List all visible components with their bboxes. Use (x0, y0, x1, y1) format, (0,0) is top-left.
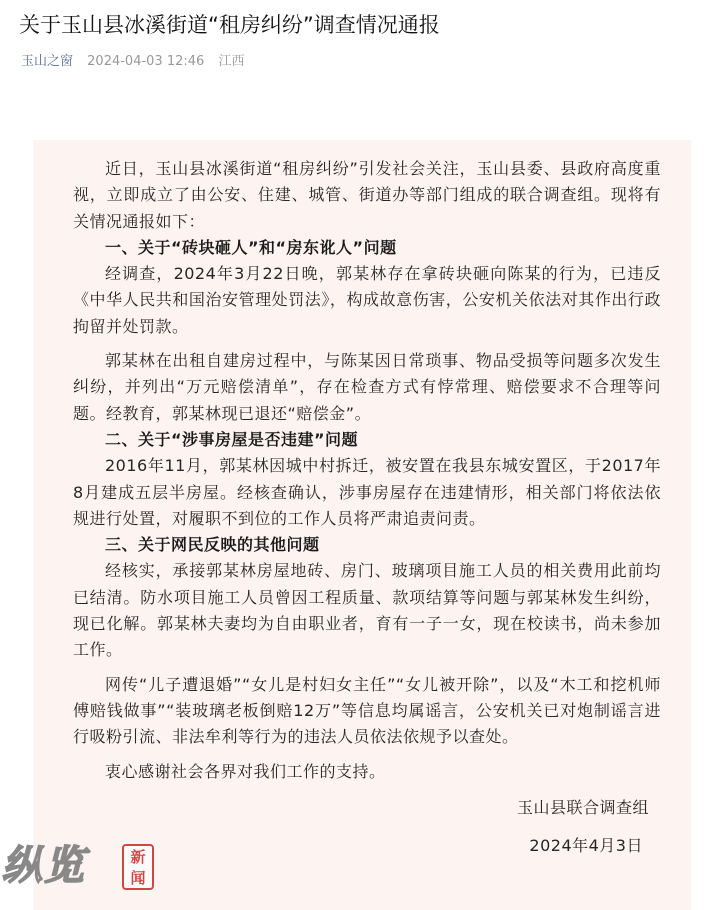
notice-intro: 近日，玉山县冰溪街道“租房纠纷”引发社会关注，玉山县委、县政府高度重视，立即成立了由公安、住建、城管、街道办等部门组成的联合调查组。现将有关情况通报如下： (73, 159, 661, 231)
section-1-paragraph-1: 经调查，2024年3月22日晚，郭某林存在拿砖块砸向陈某的行为，已违反《中华人民共和国治安管理处罚法》，构成故意伤害，公安机关依法对其作出行政拘留并处罚款。 (73, 264, 661, 336)
notice-image (33, 140, 691, 910)
source-link[interactable]: 玉山之窗 (21, 54, 74, 69)
watermark-text: 纵览 (2, 843, 86, 889)
article-title: 关于玉山县冰溪街道“租房纠纷”调查情况通报 (19, 13, 440, 37)
publish-date: 2024-04-03 12:46 (87, 54, 205, 69)
notice-sign-date: 2024年4月3日 (529, 836, 643, 856)
publish-region: 江西 (218, 54, 245, 69)
section-3-paragraph-1: 经核实，承接郭某林房屋地砖、房门、玻璃项目施工人员的相关费用此前均已结清。防水项目施工人员曾因工程质量、款项结算等问题与郭某林发生纠纷，现已化解。郭某林夫妻均为自由职业者，育有一子一女，现在校读书，尚未参加工作。 (73, 561, 661, 660)
section-1-paragraph-2: 郭某林在出租自建房过程中，与陈某因日常琐事、物品受损等问题多次发生纠纷，并列出“万元赔偿清单”，存在检查方式有悖常理、赔偿要求不合理等问题。经教育，郭某林现已退还“赔偿金”。 (73, 351, 661, 423)
section-3-paragraph-2: 网传“儿子遭退婚”“女儿是村妇女主任”“女儿被开除”，以及“木工和挖机师傅赔钱做事”“装玻璃老板倒赔12万”等信息均属谣言，公安机关已对炮制谣言进行吸粉引流、非法牟利等行为的违法人员依法依规予以查处。 (73, 674, 661, 747)
watermark-logo (2, 838, 162, 898)
notice-thanks: 衷心感谢社会各界对我们工作的支持。 (105, 761, 386, 781)
section-1-title: 一、关于“砖块砸人”和“房东讹人”问题 (105, 237, 397, 257)
section-2-paragraph-1: 2016年11月，郭某林因城中村拆迁，被安置在我县东城安置区，于2017年8月建成五层半房屋。经核查确认，涉事房屋存在违建情形，相关部门将依法依规进行处置，对履职不到位的工作人员将严肃追责问责。 (73, 456, 661, 528)
watermark-badge: 新 闻 (122, 844, 154, 890)
section-3-title: 三、关于网民反映的其他问题 (105, 535, 320, 555)
section-2-title: 二、关于“涉事房屋是否违建”问题 (105, 429, 359, 449)
notice-signature: 玉山县联合调查组 (516, 797, 649, 817)
article-meta (21, 54, 244, 70)
